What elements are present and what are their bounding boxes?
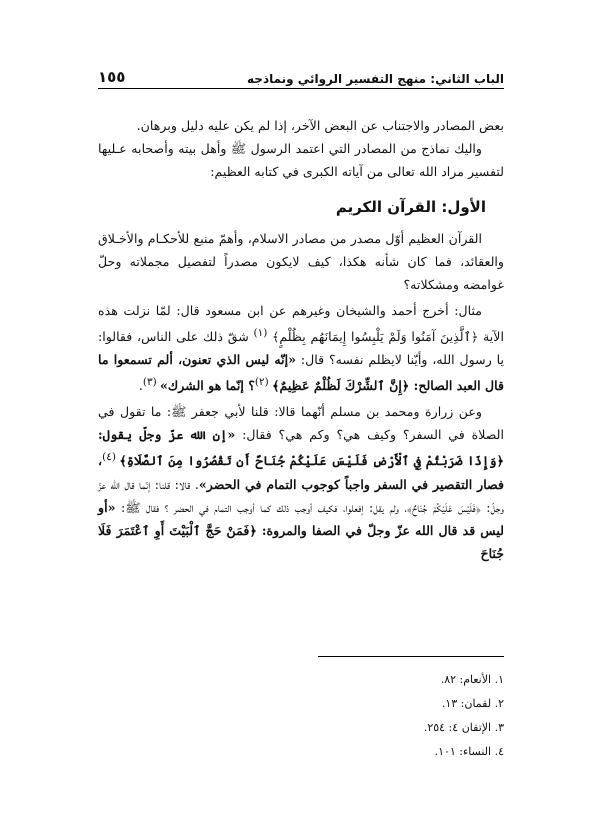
p5-text-b: . قالا: قلنا: إنّما قال الله عزّ وجلّ: ﴿فَلَيْسَ عَلَيْكُمْ جُنَاحٌ﴾، ولم يقل: إفعلوا، فكيف أوجب ذلك كما أوجب التمام في الحضر ؟ فقال ﷺ: bbox=[98, 476, 504, 515]
main-text bbox=[98, 114, 504, 565]
footnote-3: ٣. الإتقان ٤: ٢٥٤. bbox=[423, 721, 504, 734]
header-rule bbox=[98, 88, 504, 89]
footnote-4: ٤. النساء: ١٠١. bbox=[434, 745, 504, 758]
paragraph-2: واليك نماذج من المصادر التي اعتمد الرسول ﷺ وأهل بيته وأصحابه عـليها لتفسير مراد الله تعالى من آياته الكبرى في كتابه العظيم: bbox=[98, 141, 504, 179]
p5-hadith-2: ، فصار التقصير في السفر واجباً كوجوب التمام في الحضر» bbox=[98, 453, 504, 492]
page-number: ١٥٥ bbox=[98, 68, 126, 86]
footnote-ref-3: (٣) bbox=[142, 376, 161, 389]
p4-text-a: مثال: أخرج أحمد والشيخان وغيرهم عن ابن مسعود قال: لمّا نزلت هذه الآية ﴿ٱلَّذِينَ آمَنُوا وَلَمْ يَلْبِسُوا إِيمَانَهُم بِظُلْمٍ﴾ bbox=[98, 303, 504, 345]
footnote-ref-2: (٢) bbox=[254, 376, 273, 389]
p5-hadith-3: «أو ليس قد قال الله عزّ وجلّ في الصفا والمروة: ﴿فَمَنْ حَجَّ ٱلْبَيْتَ أَوِ ٱعْتَمَرَ فَلَا جُنَاحَ bbox=[98, 499, 504, 561]
paragraph-5 bbox=[98, 400, 504, 564]
footnote-1: ١. الأنعام: ٨٢. bbox=[440, 673, 504, 686]
footnote-ref-1: (١) bbox=[253, 327, 268, 339]
p4-hadith-2: ؟ إنّما هو الشرك» bbox=[160, 378, 255, 394]
p4-hadith-1: «إنّه ليس الذي تعنون، ألم تسمعوا ما قال العبد الصالح: ﴿إِنَّ ٱلشِّرْكَ لَظُلْمٌ عَظِيمٌ﴾ bbox=[98, 352, 504, 394]
section-heading: الأول: القرآن الكريم bbox=[335, 198, 486, 216]
chapter-title: الباب الثاني: منهج التفسير الروائي ونماذجه bbox=[247, 72, 504, 86]
paragraph-4 bbox=[98, 299, 504, 397]
footnote-ref-4: (٤) bbox=[102, 451, 120, 464]
p4-text-b: شقّ ذلك على الناس، فقالوا: يا رسول الله، وأيّنا لايظلم نفسه؟ قال: bbox=[98, 329, 504, 368]
paragraph-3: القرآن العظيم أوّل مصدر من مصادر الاسلام، وأهمّ منبع للأحكـام والأخـلاق والعقائد، فما كان شأنه هكذا، كيف لايكون مصدراً لتفصيل مجملاته وحلّ غوامضه ومشكلاته؟ bbox=[98, 231, 504, 292]
paragraph-1: بعض المصادر والاجتناب عن البعض الآخر، إذا لم يكن عليه دليل وبرهان. bbox=[136, 118, 504, 133]
p4-end: . bbox=[138, 378, 143, 394]
footnote-2: ٢. لقمان: ١٣. bbox=[441, 697, 504, 710]
running-header bbox=[98, 64, 504, 86]
footnotes bbox=[204, 668, 504, 764]
p5-text-a: وعن زرارة ومحمد بن مسلم أنّهما قالا: قلنا لأبي جعفر ﷺ: ما تقول في الصلاة في السفر؟ وكيف هي؟ وكم هي؟ فقال: bbox=[98, 404, 504, 443]
footnote-rule bbox=[318, 656, 504, 657]
p5-hadith-1: «إن الله عزّ وجلّ يقول: ﴿وَإِذَا ضَرَبْتُمْ فِي ٱلْأَرْضِ فَلَيْسَ عَلَيْكُمْ جُنَاحٌ أَن تَقْصُرُوا مِنَ ٱلصَّلَاةِ﴾ bbox=[98, 427, 504, 469]
